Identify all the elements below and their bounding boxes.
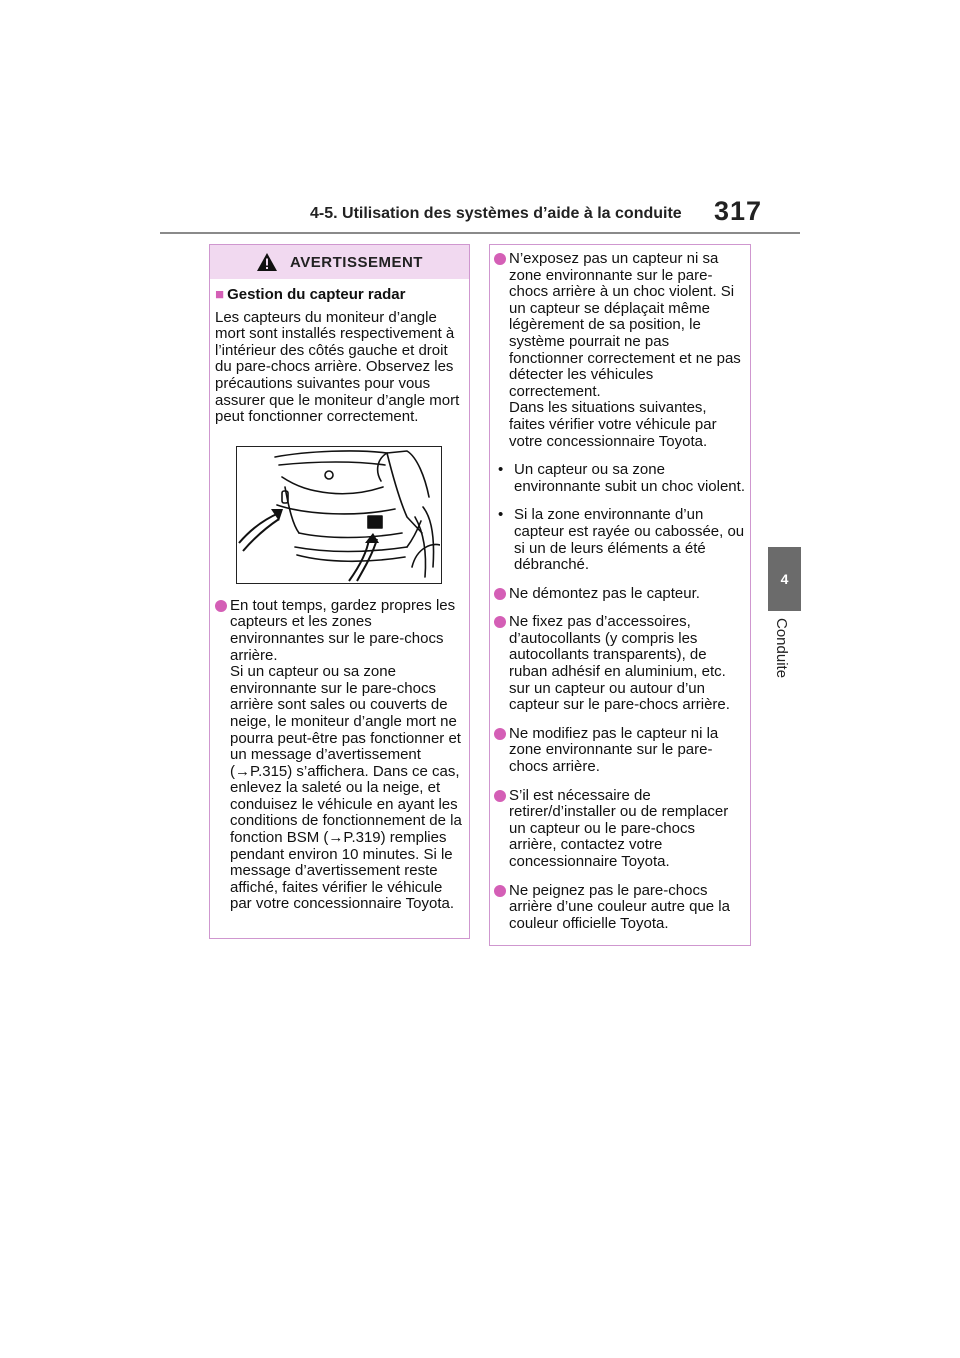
section-heading — [215, 287, 465, 304]
warning-header-label: AVERTISSEMENT — [290, 253, 423, 271]
bullet-dot-icon — [494, 790, 506, 802]
sub-list-item — [494, 507, 746, 573]
list-item — [494, 883, 746, 933]
bullet-dot-icon — [494, 616, 506, 628]
warning-box-left — [209, 244, 470, 939]
chapter-tab[interactable] — [768, 547, 801, 611]
sub-list-item — [494, 462, 746, 495]
sub-bullet-icon: • — [498, 461, 504, 479]
chapter-number: 4 — [780, 571, 789, 587]
warning-box-right — [489, 244, 751, 946]
list-item-text: Ne démontez pas le capteur. — [509, 584, 700, 602]
list-item — [494, 726, 746, 776]
intro-paragraph: Les capteurs du moniteur d’angle mort sont installés respectivement à l’intérieur des côtés gauche et droit du pare-chocs arrière. Observez les précautions suivantes pour vous assurer que le moniteur d’angle mort peut fonctionner correctement. — [215, 308, 460, 426]
list-item — [494, 251, 746, 450]
section-heading-text: Gestion du capteur radar — [227, 286, 406, 303]
header-divider — [160, 232, 800, 234]
left-bullet-list — [215, 598, 465, 913]
list-item — [494, 614, 746, 714]
chapter-label: Conduite — [773, 618, 790, 679]
bullet-dot-icon — [494, 728, 506, 740]
list-item-text: Ne fixez pas d’accessoires, d’autocollants (y compris les autocollants transparents), de ruban adhésif en aluminium, etc. sur un capteur ou autour d’un capteur sur le pare-chocs arrière. — [509, 613, 730, 714]
square-bullet-icon: ■ — [215, 286, 225, 303]
bullet-dot-icon — [215, 600, 227, 612]
warning-triangle-icon — [256, 252, 278, 272]
list-item — [494, 586, 746, 603]
list-item-text: En tout temps, gardez propres les capteurs et les zones environnantes sur le pare-chocs arrière. Si un capteur ou sa zone environnante sur le pare-chocs arrière sont sales ou couverts de neige, le moniteur d’angle mort ne pourra peut-être pas fonctionner et un message d’avertissement (→P.315) s’affichera. Dans ce cas, enlevez la saleté ou la neige, et conduisez le véhicule en ayant les conditions de fonctionnement de la fonction BSM (→P.319) remplies pendant environ 10 minutes. Si le message d’avertissement reste affiché, faites vérifier le véhicule par votre concessionnaire Toyota. — [230, 596, 462, 913]
bullet-dot-icon — [494, 588, 506, 600]
sub-list-item-text: Si la zone environnante d’un capteur est rayée ou cabossée, ou si un de leurs éléments a été débranché. — [514, 506, 745, 574]
sub-list-item-text: Un capteur ou sa zone environnante subit un choc violent. — [514, 461, 745, 495]
page-number: 317 — [714, 196, 763, 226]
list-item-text: S’il est nécessaire de retirer/d’installer ou de remplacer un capteur ou le pare-chocs arrière, contactez votre concessionnaire Toyota. — [509, 786, 729, 870]
sub-bullet-icon: • — [498, 506, 504, 524]
list-item — [215, 598, 465, 913]
list-item-text: N’exposez pas un capteur ni sa zone environnante sur le pare-chocs arrière à un choc violent. Si un capteur se déplaçait même légèrement de sa position, le système pourrait ne pas fonctionner correctement et ne pas détecter les véhicules correctement. Dans les situations suivantes, faites vérifier votre véhicule par votre concessionnaire Toyota. — [509, 250, 741, 450]
rear-bumper-illustration — [236, 446, 442, 584]
bullet-dot-icon — [494, 885, 506, 897]
list-item — [494, 788, 746, 871]
header-title: 4-5. Utilisation des systèmes d’aide à la conduite — [310, 205, 682, 222]
list-item-text: Ne modifiez pas le capteur ni la zone environnante sur le pare-chocs arrière. — [509, 724, 719, 776]
bullet-dot-icon — [494, 253, 506, 265]
warning-header — [210, 245, 469, 279]
list-item-text: Ne peignez pas le pare-chocs arrière d’une couleur autre que la couleur officielle Toyota. — [509, 881, 730, 932]
